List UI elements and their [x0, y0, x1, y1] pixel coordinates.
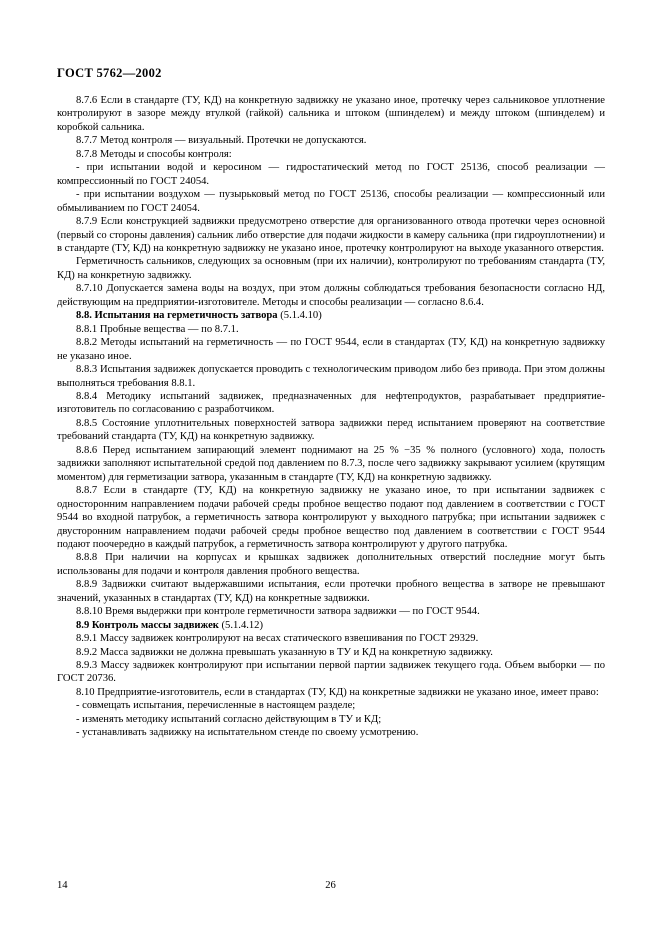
section-heading — [57, 619, 605, 632]
paragraph: 8.8.9 Задвижки считают выдержавшими испытания, если протечки пробного вещества в затворе не превышают значений, указанных в стандартах (ТУ, КД) на конкретные задвижки. — [57, 579, 605, 604]
paragraph: 8.8.3 Испытания задвижек допускается проводить с технологическим приводом либо без привода. При этом должны выполняться требования 8.8.1. — [57, 364, 605, 389]
list-item: - изменять методику испытаний согласно действующим в ТУ и КД; — [76, 713, 382, 725]
paragraph: 8.8.4 Методику испытаний задвижек, предназначенных для нефтепродуктов, разрабатывает предприятие-изготовитель по согласованию с разработчиком. — [57, 390, 605, 416]
section-heading — [57, 309, 605, 322]
paragraph: Герметичность сальников, следующих за основным (при их наличии), контролируют по требованиям стандарта (ТУ, КД) на конкретную задвижку. — [57, 256, 605, 281]
paragraph: 8.8.7 Если в стандарте (ТУ, КД) на конкретную задвижку не указано иное, то при испытании задвижек с односторонним направлением подачи рабочей среды пробное вещество подают под давлением в соответствии с ГОСТ 9544 во входной патрубок, а герметичность затвора контролируют у выходного патрубка; при испытании задвижек с двусторонним направлением подачи рабочей среды пробное вещество под давлением в соответствии с ГОСТ 9544 подают поочередно в каждый патрубок, а герметичность затвора контролируют у другого патрубка. — [57, 485, 605, 550]
section-heading-text: 8.9 Контроль массы задвижек — [76, 619, 219, 631]
paragraph: 8.8.10 Время выдержки при контроле герметичности затвора задвижки — по ГОСТ 9544. — [76, 606, 480, 618]
paragraph: 8.8.2 Методы испытаний на герметичность — по ГОСТ 9544, если в стандартах (ТУ, КД) на конкретную задвижку не указано иное. — [57, 337, 605, 362]
paragraph: 8.8.6 Перед испытанием запирающий элемент поднимают на 25 % −35 % полного (условного) хода, полость задвижки заполняют испытательной средой под давлением по 8.7.3, после чего задвижку закрывают усилием (крутящим моментом) для герметизации затвора, указанным в стандарте (ТУ, КД) на конкретную задвижку. — [57, 444, 605, 483]
section-heading-reference: (5.1.4.12) — [218, 619, 264, 631]
paragraph: 8.7.6 Если в стандарте (ТУ, КД) на конкретную задвижку не указано иное, протечку через сальниковое уплотнение контролируют в зазоре между втулкой (гайкой) сальника и штоком (шпинделем) и между штоком (шпинделем) и коробкой сальника. — [57, 95, 605, 133]
paragraph: 8.9.1 Массу задвижек контролируют на весах статического взвешивания по ГОСТ 29329. — [76, 633, 479, 645]
list-item: - при испытании воздухом — пузырьковый метод по ГОСТ 25136, способы реализации — компрессионный или обмыливанием по ГОСТ 24054. — [57, 189, 605, 214]
section-heading-text: 8.8. Испытания на герметичность затвора — [76, 310, 278, 322]
paragraph: 8.8.8 При наличии на корпусах и крышках задвижек дополнительных отверстий последние могут быть использованы для подачи и контроля давления пробного вещества. — [57, 552, 605, 577]
page-number-left: 14 — [57, 880, 68, 891]
paragraph: 8.8.5 Состояние уплотнительных поверхностей затвора задвижки перед испытанием проверяют на соответствие требований стандарта (ТУ, КД) на конкретную задвижку. — [57, 417, 605, 443]
list-item: - устанавливать задвижку на испытательном стенде по своему усмотрению. — [76, 727, 419, 739]
section-heading-reference: (5.1.4.10) — [277, 310, 322, 322]
list-item: - совмещать испытания, перечисленные в настоящем разделе; — [76, 700, 356, 712]
paragraph: 8.7.10 Допускается замена воды на воздух, при этом должны соблюдаться требования безопасности согласно НД, действующим на предприятии-изготовителе. Методы и способы реализации — согласно 8.6.4. — [57, 283, 605, 308]
paragraph: 8.10 Предприятие-изготовитель, если в стандартах (ТУ, КД) на конкретные задвижки не указано иное, имеет право: — [76, 686, 599, 698]
document-body — [57, 94, 605, 740]
paragraph: 8.9.3 Массу задвижек контролируют при испытании первой партии задвижек текущего года. Объем выборки — по ГОСТ 20736. — [57, 660, 605, 685]
paragraph: 8.7.7 Метод контроля — визуальный. Протечки не допускаются. — [76, 135, 367, 147]
page-number-center: 26 — [325, 880, 336, 891]
standard-header: ГОСТ 5762—2002 — [57, 66, 162, 80]
paragraph: 8.7.9 Если конструкцией задвижки предусмотрено отверстие для организованного отвода протечки через основной (первый со стороны давления) сальник либо отверстие для подачи жидкости в камеру сальника (при гидроуплотнении) и в стандарте (ТУ, КД) на конкретную задвижку не указано иное, протечку контролируют на выходе указанного отверстия. — [57, 216, 605, 254]
list-item: - при испытании водой и керосином — гидростатический метод по ГОСТ 25136, способ реализации — компрессионный по ГОСТ 24054. — [57, 162, 605, 187]
paragraph: 8.7.8 Методы и способы контроля: — [76, 148, 232, 160]
paragraph: 8.8.1 Пробные вещества — по 8.7.1. — [76, 323, 239, 335]
paragraph: 8.9.2 Масса задвижки не должна превышать указанную в ТУ и КД на конкретную задвижку. — [76, 646, 493, 658]
